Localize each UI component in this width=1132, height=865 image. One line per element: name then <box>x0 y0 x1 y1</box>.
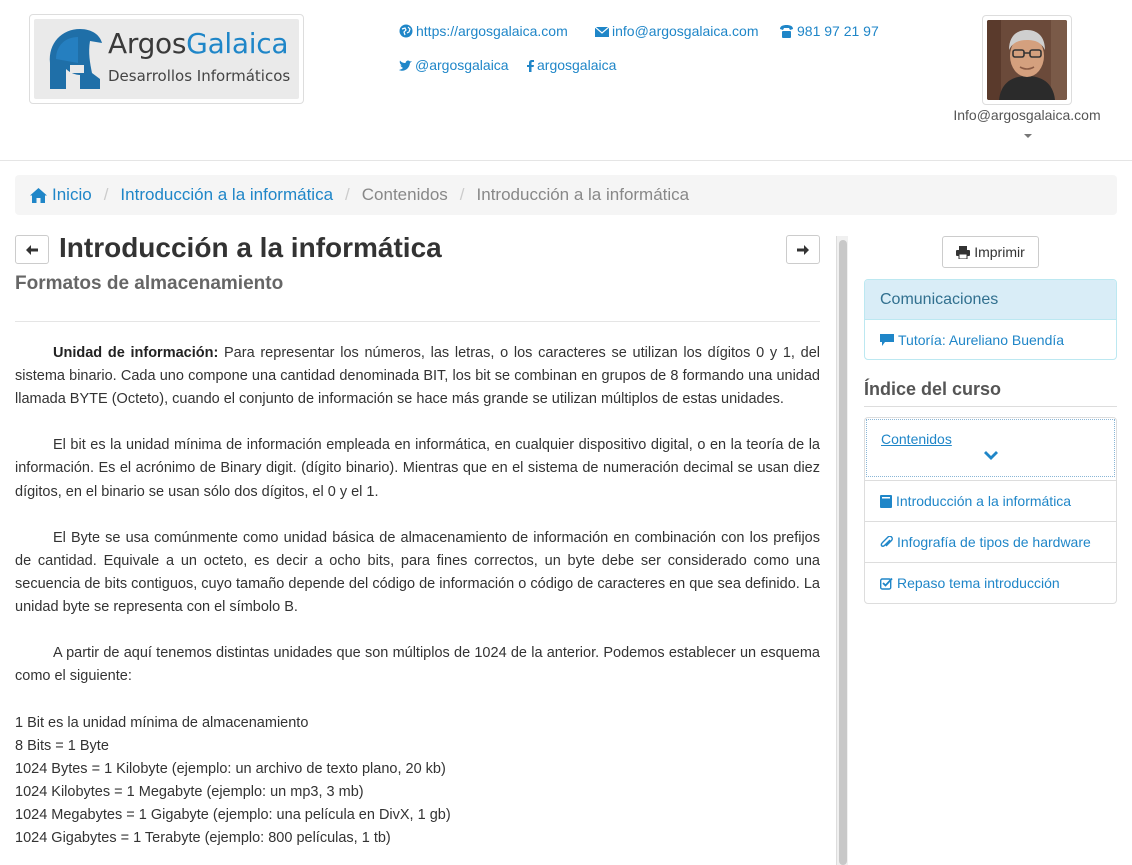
logo-brand: ArgosGalaica <box>108 27 289 60</box>
print-button[interactable]: Imprimir <box>942 236 1039 268</box>
content-divider <box>15 321 820 322</box>
website-link[interactable]: https://argosgalaica.com <box>399 23 568 39</box>
globe-icon <box>399 24 413 39</box>
index-divider <box>864 406 1117 407</box>
spartan-helmet-icon <box>40 23 108 95</box>
page-subtitle: Formatos de almacenamiento <box>15 273 284 294</box>
phone-link[interactable]: 981 97 21 97 <box>779 23 879 39</box>
header-divider <box>0 160 1132 161</box>
contents-label[interactable]: Contenidos <box>881 431 952 447</box>
contents-toggle[interactable] <box>865 419 1116 480</box>
breadcrumb <box>15 175 1117 215</box>
twitter-link[interactable]: @argosgalaica <box>399 57 509 73</box>
paragraph: Unidad de información: Para representar los números, las letras, o los caracteres se utilizan los dígitos 0 y 1, del sistema binario. Cada uno compone una cantidad denominada BIT, los bit se combinan en grupos de 8 formando una unidad llamada BYTE (Octeto), cuando el conjunto de información se hace más grande se utilizan múltiplos de estas unidades. <box>15 345 820 408</box>
phone-icon <box>779 24 794 39</box>
breadcrumb-course[interactable]: Introducción a la informática <box>120 185 334 204</box>
breadcrumb-current: Introducción a la informática <box>476 185 690 204</box>
breadcrumb-separator: / <box>345 185 350 204</box>
facebook-icon <box>527 58 534 73</box>
print-icon <box>956 246 970 259</box>
book-icon <box>880 495 892 508</box>
breadcrumb-separator: / <box>459 185 465 204</box>
chevron-down-icon[interactable] <box>984 451 998 461</box>
communications-heading: Comunicaciones <box>865 280 1116 320</box>
unit-line: 1024 Megabytes = 1 Gigabyte (ejemplo: una película en DivX, 1 gb) <box>15 806 451 823</box>
unit-line: 1024 Gigabytes = 1 Terabyte (ejemplo: 800 películas, 1 tb) <box>15 829 391 846</box>
paragraph: A partir de aquí tenemos distintas unidades que son múltiplos de 1024 de la anterior. Podemos establecer un esquema como el siguiente: <box>15 645 820 685</box>
user-avatar[interactable] <box>982 15 1072 105</box>
arrow-right-icon <box>797 245 809 255</box>
course-index-list <box>864 417 1117 604</box>
caret-down-icon[interactable] <box>1024 134 1032 138</box>
index-item-review[interactable]: Repaso tema introducción <box>865 562 1116 603</box>
page-title: Introducción a la informática <box>59 232 442 263</box>
breadcrumb-home[interactable]: Inicio <box>30 185 92 205</box>
previous-page-button[interactable] <box>15 235 49 264</box>
paragraph: El bit es la unidad mínima de información empleada en informática, en cualquier dispositivo digital, o en la teoría de la información. Es el acrónimo de Binary digit. (dígito binario). Mientras que en el sistema de numeración decimal se usan diez dígitos, en el binario se usan sólo dos dígitos, el 0 y el 1. <box>15 437 820 500</box>
index-item-intro[interactable]: Introducción a la informática <box>865 480 1116 521</box>
logo-image <box>34 19 299 99</box>
user-menu-toggle[interactable]: Info@argosgalaica.com <box>953 107 1101 123</box>
logo-tagline: Desarrollos Informáticos <box>108 67 291 85</box>
content-scrollbar[interactable] <box>836 236 848 865</box>
unit-line: 8 Bits = 1 Byte <box>15 737 109 754</box>
scrollbar-thumb[interactable] <box>839 240 847 865</box>
lesson-content <box>15 342 820 850</box>
paragraph: El Byte se usa comúnmente como unidad básica de almacenamiento de información en combinación con los prefijos de cantidad. Equivale a un octeto, es decir a ocho bits, para fines correctos, un byte debe ser considerado como una secuencia de bits contiguos, cuyo tamaño depende del código de información o código de caracteres en que sea definido. La unidad byte se representa con el símbolo B. <box>15 529 820 616</box>
home-icon <box>30 188 47 203</box>
site-logo[interactable] <box>29 14 304 104</box>
check-square-icon <box>880 577 893 590</box>
avatar-photo <box>987 20 1067 100</box>
comment-icon <box>880 334 894 346</box>
unit-line: 1 Bit es la unidad mínima de almacenamiento <box>15 714 309 731</box>
facebook-link[interactable]: argosgalaica <box>527 57 616 73</box>
unit-line: 1024 Bytes = 1 Kilobyte (ejemplo: un archivo de texto plano, 20 kb) <box>15 760 446 777</box>
breadcrumb-separator: / <box>103 185 109 204</box>
breadcrumb-contents: Contenidos <box>361 185 448 204</box>
unit-line: 1024 Kilobytes = 1 Megabyte (ejemplo: un mp3, 3 mb) <box>15 783 364 800</box>
course-index-heading: Índice del curso <box>864 379 1002 399</box>
communications-panel <box>864 279 1117 360</box>
tutoring-link[interactable]: Tutoría: Aureliano Buendía <box>865 320 1116 359</box>
next-page-button[interactable] <box>786 235 820 264</box>
envelope-icon <box>595 24 609 39</box>
paperclip-icon <box>880 536 893 549</box>
arrow-left-icon <box>26 245 38 255</box>
email-link[interactable]: info@argosgalaica.com <box>595 23 759 39</box>
index-item-infographic[interactable]: Infografía de tipos de hardware <box>865 521 1116 562</box>
twitter-icon <box>399 58 412 73</box>
